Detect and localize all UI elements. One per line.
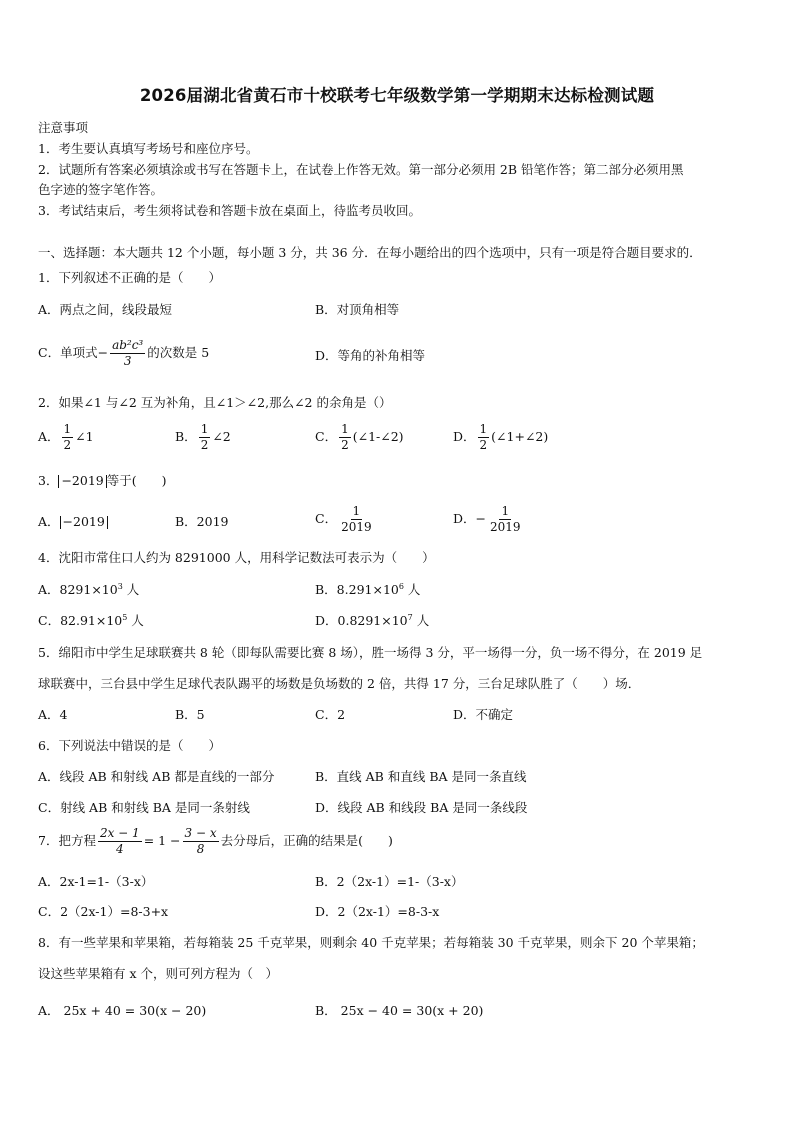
q8-stem-line2: 设这些苹果箱有 x 个，则可列方程为（ ） <box>38 966 278 981</box>
q7-option-a: A．2x-1=1-（3-x） <box>38 874 154 889</box>
q3-d-minus: − <box>475 510 487 526</box>
q4-option-d <box>315 612 430 628</box>
q2-d-label: D． <box>453 428 476 444</box>
q2-d-num: 1 <box>479 422 488 436</box>
q5-option-b: B．5 <box>175 707 205 722</box>
q7-f2-num: 3 − x <box>184 826 217 840</box>
q4-d-unit: 人 <box>412 613 430 628</box>
q1-c-minus: − <box>97 344 109 360</box>
q3-option-b: B．2019 <box>175 514 229 529</box>
q7-f1-den: 4 <box>116 841 124 856</box>
q4-c-base: C．82.91×10 <box>38 613 123 628</box>
notice-item-2: 2．试题所有答案必须填涂或书写在答题卡上，在试卷上作答无效。第一部分必须用 2B 铅笔作答；第二部分必须用黑 <box>38 162 684 177</box>
q2-d-tail: (∠1+∠2) <box>491 428 549 444</box>
q8-option-b <box>315 1005 483 1018</box>
q2-option-b <box>175 423 231 451</box>
q1-c-numerator: ab²c³ <box>112 338 144 352</box>
q3-d-num: 1 <box>501 504 510 518</box>
q1-option-c <box>38 339 209 367</box>
q4-c-exponent: 5 <box>122 612 128 622</box>
q5-option-d: D．不确定 <box>453 707 514 722</box>
q2-option-d <box>453 423 548 451</box>
notice-heading: 注意事项 <box>38 120 89 135</box>
q5-option-a: A．4 <box>38 707 68 722</box>
q1-option-a: A．两点之间，线段最短 <box>38 302 173 317</box>
q4-option-a <box>38 581 140 597</box>
q2-c-den: 2 <box>341 437 349 452</box>
q1-option-d: D．等角的补角相等 <box>315 348 426 363</box>
q2-a-fraction <box>62 423 74 451</box>
q2-c-fraction <box>339 423 351 451</box>
q5-option-c: C．2 <box>315 707 346 722</box>
q3-d-label: D． <box>453 510 476 526</box>
q7-f2-den: 8 <box>196 841 205 856</box>
q4-a-exponent: 3 <box>117 581 123 591</box>
q4-a-base: A．8291×10 <box>38 582 118 597</box>
q3-d-den: 2019 <box>490 519 521 534</box>
q3-stem-tail: 等于( ) <box>106 473 167 488</box>
q7-equals: = 1 − <box>143 832 181 848</box>
q2-option-a <box>38 423 94 451</box>
notice-item-2-cont: 色字迹的签字笔作答。 <box>38 182 164 197</box>
q7-f1-num: 2x − 1 <box>99 826 140 840</box>
q2-a-den: 2 <box>63 437 72 452</box>
q2-a-label: A． <box>38 428 60 444</box>
q2-option-c <box>315 423 404 451</box>
q2-a-tail: ∠1 <box>75 428 94 444</box>
q2-c-tail: (∠1-∠2) <box>352 428 404 444</box>
q3-option-c <box>315 505 376 533</box>
q2-a-num: 1 <box>63 422 72 436</box>
q3-stem <box>38 475 167 488</box>
q7-fraction-2 <box>183 827 219 855</box>
section-heading: 一、选择题：本大题共 12 个小题，每小题 3 分，共 36 分．在每小题给出的四个选项中，只有一项是符合题目要求的． <box>38 245 702 260</box>
q8-b-equation: 25x − 40 = 30(x + 20) <box>340 1003 484 1018</box>
notice-item-3: 3．考试结束后，考生须将试卷和答题卡放在桌面上，待监考员收回。 <box>38 203 421 218</box>
q1-c-fraction <box>110 339 145 367</box>
q8-option-a <box>38 1005 206 1018</box>
q3-c-den: 2019 <box>341 519 372 534</box>
q3-option-d <box>453 505 525 533</box>
q8-a-equation: 25x + 40 = 30(x − 20) <box>63 1003 207 1018</box>
q8-b-label: B． <box>315 1003 337 1018</box>
q2-stem: 2．如果∠1 与∠2 互为补角，且∠1＞∠2,那么∠2 的余角是（） <box>38 395 392 410</box>
q4-d-exponent: 7 <box>407 612 413 622</box>
q7-option-c: C．2（2x-1）=8-3+x <box>38 904 169 919</box>
q2-b-label: B． <box>175 428 197 444</box>
q2-b-den: 2 <box>200 437 209 452</box>
q7-option-d: D．2（2x-1）=8-3-x <box>315 904 440 919</box>
q6-option-b: B．直线 AB 和直线 BA 是同一条直线 <box>315 769 527 784</box>
page-title: 2026届湖北省黄石市十校联考七年级数学第一学期期末达标检测试题 <box>139 86 655 105</box>
q5-stem-line2: 球联赛中，三台县中学生足球代表队踢平的场数是负场数的 2 倍，共得 17 分，三台足球队胜了（ ）场． <box>38 676 641 691</box>
notice-item-1: 1．考生要认真填写考场号和座位序号。 <box>38 141 259 156</box>
q3-c-num: 1 <box>352 504 361 518</box>
q4-a-unit: 人 <box>122 582 140 597</box>
q7-fraction-1 <box>98 827 142 855</box>
q1-c-denominator: 3 <box>123 353 132 368</box>
q7-stem-prefix: 7．把方程 <box>38 832 96 848</box>
q8-stem-line1: 8．有一些苹果和苹果箱，若每箱装 25 千克苹果，则剩余 40 千克苹果；若每箱装 30 千克苹果，则余下 20 个苹果箱； <box>38 935 704 950</box>
q3-option-a <box>38 516 108 529</box>
q2-d-den: 2 <box>479 437 488 452</box>
q8-a-label: A． <box>38 1003 60 1018</box>
q4-b-base: B．8.291×10 <box>315 582 399 597</box>
q3-absolute-value: −2019 <box>58 475 106 488</box>
q1-option-b: B．对顶角相等 <box>315 302 400 317</box>
q4-b-exponent: 6 <box>398 581 404 591</box>
q1-stem: 1．下列叙述不正确的是（ ） <box>38 270 221 285</box>
q3-d-fraction <box>488 505 523 533</box>
q4-option-c <box>38 612 144 628</box>
q3-number: 3． <box>38 473 59 488</box>
q5-stem-line1: 5．绵阳市中学生足球联赛共 8 轮（即每队需要比赛 8 场），胜一场得 3 分，平一场得一分，负一场不得分，在 2019 足 <box>38 645 703 660</box>
q7-stem-suffix: 去分母后，正确的结果是( ) <box>220 832 393 848</box>
q3-a-absolute-value: −2019 <box>60 516 108 529</box>
q2-c-label: C． <box>315 428 338 444</box>
q2-d-fraction <box>478 423 490 451</box>
q7-option-b: B．2（2x-1）=1-（3-x） <box>315 874 464 889</box>
q4-option-b <box>315 581 421 597</box>
q6-option-a: A．线段 AB 和射线 AB 都是直线的一部分 <box>38 769 275 784</box>
q1-c-label: C．单项式 <box>38 344 98 360</box>
q4-stem: 4．沈阳市常住口人约为 8291000 人，用科学记数法可表示为（ ） <box>38 550 435 565</box>
q6-stem: 6．下列说法中错误的是（ ） <box>38 738 221 753</box>
q3-c-label: C． <box>315 510 338 526</box>
q4-d-base: D．0.8291×10 <box>315 613 408 628</box>
q4-c-unit: 人 <box>127 613 144 628</box>
q3-c-fraction <box>339 505 374 533</box>
q1-c-tail: 的次数是 5 <box>147 344 210 360</box>
q7-stem <box>38 827 393 855</box>
q2-b-num: 1 <box>200 422 209 436</box>
q6-option-d: D．线段 AB 和线段 BA 是同一条线段 <box>315 800 528 815</box>
q4-b-unit: 人 <box>403 582 421 597</box>
q2-c-num: 1 <box>341 422 349 436</box>
q3-a-label: A． <box>38 514 60 529</box>
q2-b-fraction <box>199 423 211 451</box>
q2-b-tail: ∠2 <box>212 428 231 444</box>
q6-option-c: C．射线 AB 和射线 BA 是同一条射线 <box>38 800 250 815</box>
